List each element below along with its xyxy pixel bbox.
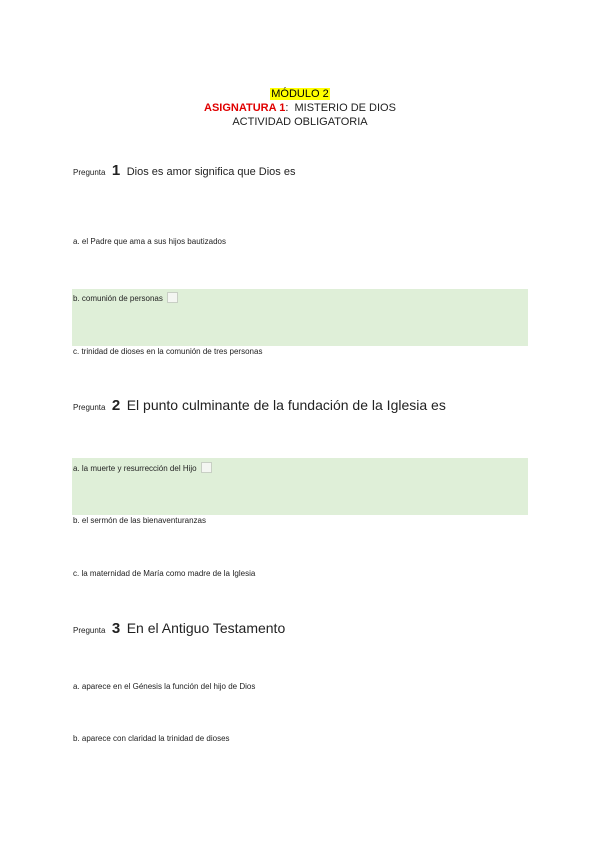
option-text: a. aparece en el Génesis la función del hijo de Dios	[73, 682, 256, 691]
option-text: b. el sermón de las bienaventuranzas	[73, 516, 206, 525]
option-q2-b[interactable]	[73, 516, 206, 525]
option-q3-b[interactable]	[73, 734, 230, 743]
option-text: b. comunión de personas	[73, 294, 163, 303]
question-number: 2	[111, 397, 121, 414]
checkbox-icon[interactable]	[167, 292, 178, 303]
option-text: a. la muerte y resurrección del Hijo	[73, 464, 197, 473]
option-q2-c[interactable]	[73, 569, 255, 578]
option-text: c. la maternidad de María como madre de la Iglesia	[73, 569, 256, 578]
option-q1-b[interactable]	[73, 292, 178, 303]
option-text: b. aparece con claridad la trinidad de dioses	[73, 734, 230, 743]
question-number: 1	[111, 162, 121, 179]
module-title: MÓDULO 2	[271, 88, 329, 100]
option-q1-a[interactable]	[73, 237, 226, 246]
option-text: a. el Padre que ama a sus hijos bautizados	[73, 237, 226, 246]
question-text: El punto culminante de la fundación de la Iglesia es	[126, 397, 446, 413]
option-q1-c[interactable]	[73, 347, 262, 356]
subject-label: ASIGNATURA 1	[204, 102, 286, 114]
option-q3-a[interactable]	[73, 682, 255, 691]
subject-colon: :	[285, 102, 289, 114]
option-q2-a[interactable]	[73, 462, 212, 473]
option-text: c. trinidad de dioses en la comunión de tres personas	[73, 347, 263, 356]
checkbox-icon[interactable]	[201, 462, 212, 473]
question-3	[73, 620, 285, 638]
question-2	[73, 397, 446, 415]
activity-title: ACTIVIDAD OBLIGATORIA	[232, 116, 368, 128]
question-text: Dios es amor significa que Dios es	[126, 166, 296, 178]
question-label: Pregunta	[73, 403, 106, 412]
question-1	[73, 162, 295, 180]
question-label: Pregunta	[73, 168, 106, 177]
question-number: 3	[111, 620, 121, 637]
question-label: Pregunta	[73, 626, 106, 635]
subject-name: MISTERIO DE DIOS	[294, 102, 396, 114]
document-header	[0, 87, 600, 129]
question-text: En el Antiguo Testamento	[126, 620, 286, 636]
